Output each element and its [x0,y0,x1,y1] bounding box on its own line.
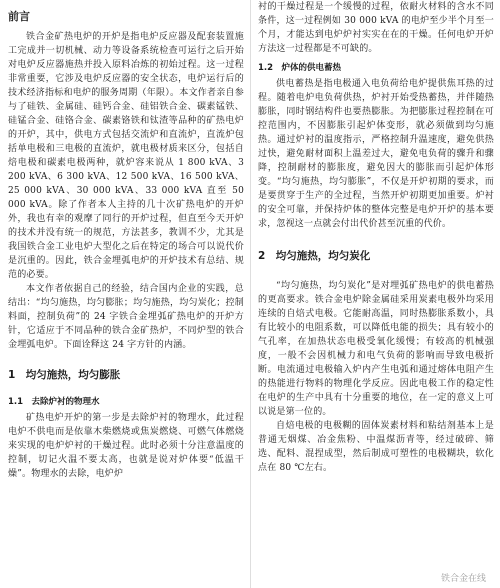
subsection-1-2-paragraph: 供电蓄热是指电极通入电负荷给电炉提供焦耳热的过程。随着电炉电负荷供热，炉衬开始受热蓄热，并伴随热膨胀，同时钢结构件也要热膨胀。为把膨胀过程控制在可控范围内，不因膨胀引起炉体变形，就必须做到均匀施热。通过炉衬的温度指示，严格控制升温速度，避免供热过快，避免耐材面积上温差过大，避免电负荷的骤升和骤降，控制耐材的膨胀度，避免因大的膨胀而引起炉体形变。“均匀施热，均匀膨胀”，不仅是开炉初期的要求，而是要贯穿于生产的全过程，当然开炉初期更加重要。炉衬的安全可靠，并保持炉体的整体完整是电炉开炉的基本要求，忽视这一点就会付出代价甚至沉重的代价。 [258,79,494,229]
subsection-1-1-heading: 1.1 去除炉衬的物理水 [8,397,100,407]
section-2-heading: 2 均匀施热，均匀炭化 [258,250,371,262]
subsection-1-1-continued: 衬的干燥过程是一个缓慢的过程，依耐火材料的含水不同条件，这一过程例如 30 000 kVA 的电炉至少半个月至一个月，才能达到电炉炉衬实实在在的干燥。任何电炉开炉方法这一过程都是不可缺的。 [258,2,494,54]
left-column [8,0,244,481]
column-divider [250,0,251,588]
subsection-1-1-paragraph: 矿热电炉开炉的第一步是去除炉衬的物理水，此过程电炉不供电而是依靠木柴燃烧或焦炭燃烧、可燃气体燃烧来实现的电炉炉衬的干燥过程。此时必须十分注意温度的控制，切记火温不要太高，也就是说对炉体要“低温干燥”。物理水的去除，电炉炉 [8,413,244,479]
right-column [258,0,494,475]
preface-heading: 前言 [8,10,30,23]
section-2-paragraph-1: “均匀施热，均匀炭化”是对埋弧矿热电炉的供电蓄热的更高要求。铁合金电炉除金属硅采用炭素电极外均采用连续的自焙式电极。它能耐高温，同时热膨胀系数小，具有比较小的电阻系数，可以降低电能的损失；具有较小的气孔率，在加热状态电极受氧化缓慢；有较高的机械强度，一般不会因机械力和电气负荷的影响而导致电极折断。电流通过电极输入炉内产生电弧和通过熔体电阻产生的热能进行物料的物理化学反应。因此电极工作的稳定性在电炉的生产中具有十分重要的地位，在一定的意义上可以说是第一位的。 [258,281,494,417]
preface-paragraph-1: 铁合金矿热电炉的开炉是指电炉反应器及配套装置施工完成并一切机械、动力等设备系统检查可运行之后开始对电炉反应器施热并投入原料冶炼的初始过程。这一过程非常重要，它涉及电炉反应器的安全状态，电炉运行后的技术经济指标和电炉的服务周期（年限）。本文作者亲自参与了硅铁、金属硅、硅钙合金、硅铝铁合金、碳素锰铁、硅锰合金、硅铬合金、碳素铬铁和钛渣等品种的矿热电炉的开炉，其中，供电方式包括交流炉和直流炉，直流炉包括单电极和三电极的直流炉，就电极材质来区分，包括自焙电极和碳素电极两种，就炉容来说从 1 800 kVA、3 200 kVA、6 300 kVA、12 500 kVA、16 500 kVA、25 000 kVA、30 000 kVA、33 000 kVA 直至 50 000 kVA。除了作者本人主持的几十次矿热电炉的开炉外，我也有幸的观摩了同行的开炉过程，但直至今天开炉的技术并没有统一的规范，方法甚多，教训不少，尤其是我国铁合金工业电炉大型化之后在特定的场合可以说代价是沉重的。因此，铁合金埋弧电炉的开炉技术有总结、规范的必要。 [8,32,244,280]
section-1-heading: 1 均匀施热，均匀膨胀 [8,369,121,381]
source-watermark: 铁合金在线 [440,574,486,584]
section-2-paragraph-2: 自焙电极的电极糊的固体炭素材料和粘结剂基本上是普通无烟煤、冶金焦粉、中温煤沥青等，经过破碎、筛选、配料、混捏成型，然后制成可塑性的电极糊块，软化点在 80 ℃左右。 [258,421,494,473]
preface-paragraph-2: 本文作者依据自己的经验，结合国内企业的实践，总结出：“均匀施热，均匀膨胀；均匀施热，均匀炭化；控制料面，控制负荷”的 24 字铁合金埋弧矿热电炉的开炉方针，它适应于不同品种的铁合金矿热炉，不同炉型的铁合金埋弧电炉。下面诠释这 24 字方针的内涵。 [8,284,244,350]
subsection-1-2-heading: 1.2 炉体的供电蓄热 [258,63,342,73]
